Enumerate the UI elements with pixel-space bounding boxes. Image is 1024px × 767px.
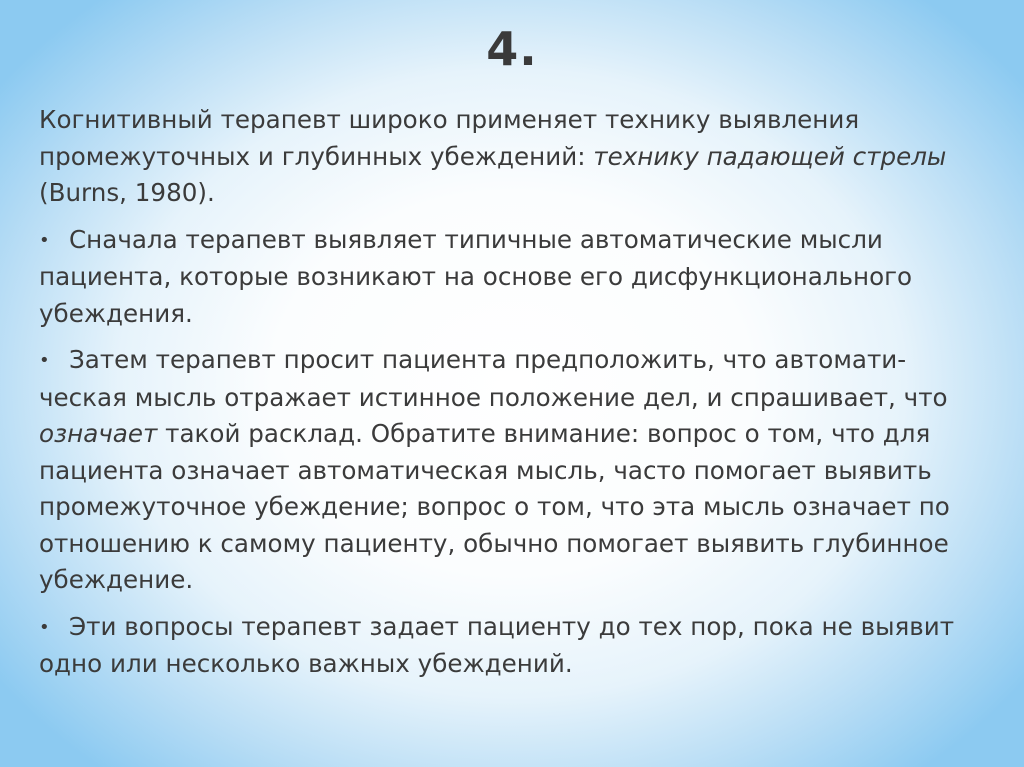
intro-citation: (Burns, 1980). <box>39 178 215 207</box>
bullet-paragraph-2 <box>39 342 994 599</box>
intro-paragraph <box>39 102 994 212</box>
bullet-2-emphasis: означает <box>39 419 158 448</box>
bullet-1-text: Сначала терапевт выявляет типичные автоматические мысли пациента, которые возникают на основе его дисфункционального убеждения. <box>39 224 913 328</box>
slide-body <box>39 102 994 683</box>
bullet-2-text-start: Затем терапевт просит пациента предположить, что автомати-ческая мысль отражает истинное положение дел, и спрашивает, что <box>39 345 948 412</box>
bullet-3-text: Эти вопросы терапевт задает пациенту до тех пор, пока не выявит одно или несколько важных убеждений. <box>39 611 955 678</box>
bullet-paragraph-1 <box>39 222 994 333</box>
slide-title: 4. <box>486 22 538 76</box>
intro-emphasis: технику падающей стрелы <box>593 141 947 171</box>
bullet-icon: • <box>39 616 50 638</box>
bullet-icon: • <box>39 229 50 251</box>
bullet-icon: • <box>39 350 50 371</box>
bullet-paragraph-3 <box>39 609 994 683</box>
bullet-2-text-end: такой расклад. Обратите внимание: вопрос о том, что для пациента означает автоматическая мысль, часто помогает выявить промежуточное убеждение; вопрос о том, что эта мысль означает по отношению к самому пациенту, обычно помогает выявить глубинное убеждение. <box>39 419 950 594</box>
intro-text: Когнитивный терапевт широко применяет технику выявления промежуточных и глубинных убеждений: <box>39 105 860 171</box>
